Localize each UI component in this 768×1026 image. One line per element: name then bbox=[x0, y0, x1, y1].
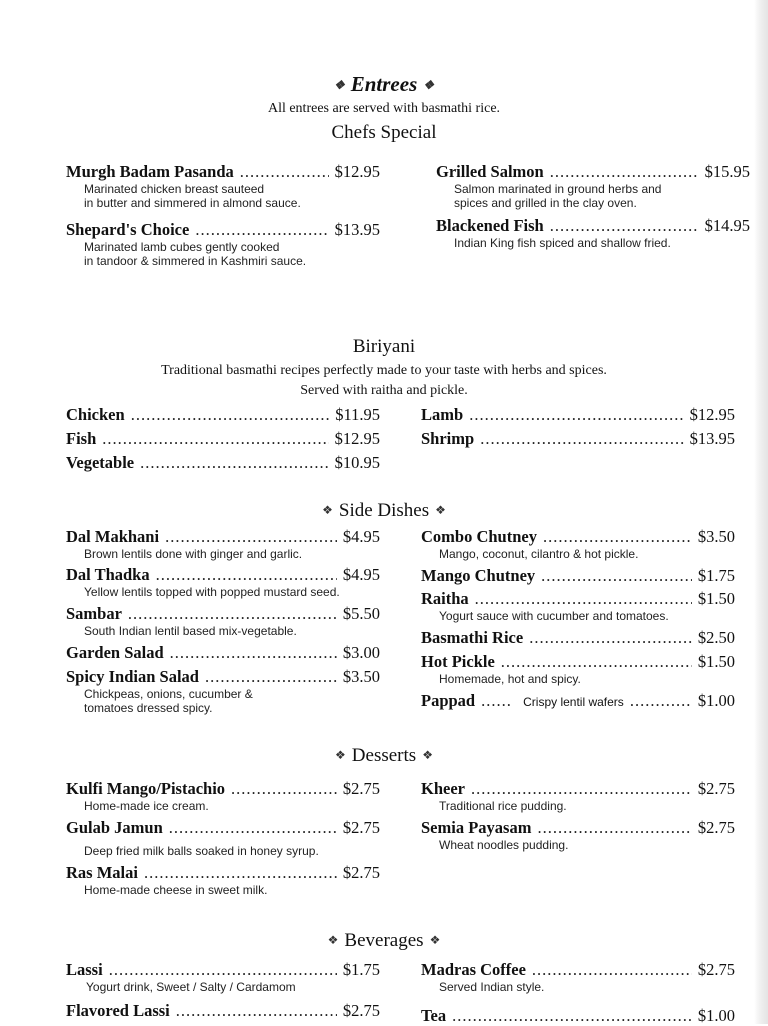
menu-item: Kheer ..... $2.75 Traditional rice pudding. bbox=[421, 779, 735, 813]
menu-item: Dal Makhani ..... $4.95 Brown lentils done with ginger and garlic. bbox=[66, 527, 380, 561]
entrees-heading: ❖ Entrees ❖ bbox=[0, 72, 768, 97]
biriyani-left-column bbox=[66, 405, 380, 477]
menu-item: Flavored Lassi ..... $2.75 bbox=[66, 1001, 380, 1021]
menu-item: Madras Coffee ..... $2.75 Served Indian style. bbox=[421, 960, 735, 994]
menu-item: Kulfi Mango/Pistachio ..... $2.75 Home-made ice cream. bbox=[66, 779, 380, 813]
entrees-left-column bbox=[66, 162, 380, 282]
entrees-note: All entrees are served with basmathi rice. bbox=[267, 101, 501, 116]
menu-item: Garden Salad ..... $3.00 bbox=[66, 643, 380, 663]
beverages-right-column bbox=[421, 960, 735, 1024]
desserts-right-column bbox=[421, 779, 735, 859]
ornament-icon: ❖ bbox=[327, 933, 339, 947]
menu-item: Vegetable ..... $10.95 bbox=[66, 453, 380, 473]
menu-item: Ras Malai ..... $2.75 Home-made cheese in sweet milk. bbox=[66, 863, 380, 897]
menu-item: Combo Chutney ..... $3.50 Mango, coconut, cilantro & hot pickle. bbox=[421, 527, 735, 561]
menu-item: Grilled Salmon ..... $15.95 Salmon marinated in ground herbs and spices and grilled in the clay oven. bbox=[436, 162, 750, 210]
menu-item: Lamb ..... $12.95 bbox=[421, 405, 735, 425]
menu-item: Raitha ..... $1.50 Yogurt sauce with cucumber and tomatoes. bbox=[421, 589, 735, 623]
ornament-icon: ❖ bbox=[423, 78, 435, 92]
sides-right-column bbox=[421, 527, 735, 717]
ornament-icon: ❖ bbox=[429, 933, 441, 947]
ornament-icon: ❖ bbox=[335, 748, 346, 762]
menu-item: Tea ..... $1.00 bbox=[421, 1006, 735, 1026]
desserts-heading: ❖ Desserts ❖ bbox=[0, 745, 768, 767]
menu-item: Basmathi Rice ..... $2.50 bbox=[421, 628, 735, 648]
sides-left-column bbox=[66, 527, 380, 727]
menu-item: Chicken ..... $11.95 bbox=[66, 405, 380, 425]
biriyani-note-2: Served with raitha and pickle. bbox=[300, 383, 468, 398]
biriyani-note: Traditional basmathi recipes perfectly made to your taste with herbs and spices. bbox=[161, 363, 607, 378]
menu-item: Fish ..... $12.95 bbox=[66, 429, 380, 449]
menu-item: Mango Chutney ..... $1.75 bbox=[421, 566, 735, 586]
menu-item: Hot Pickle ..... $1.50 Homemade, hot and spicy. bbox=[421, 652, 735, 686]
menu-item: Shepard's Choice ..... $13.95 Marinated lamb cubes gently cooked in tandoor & simmered in Kashmiri sauce. bbox=[66, 220, 380, 268]
biriyani-right-column bbox=[421, 405, 735, 455]
menu-item: Dal Thadka ..... $4.95 Yellow lentils topped with popped mustard seed. bbox=[66, 565, 380, 599]
menu-item: Semia Payasam ..... $2.75 Wheat noodles pudding. bbox=[421, 818, 735, 852]
entrees-right-column bbox=[436, 162, 750, 262]
menu-item: Blackened Fish ..... $14.95 Indian King fish spiced and shallow fried. bbox=[436, 216, 750, 250]
menu-item: Sambar ..... $5.50 South Indian lentil based mix-vegetable. bbox=[66, 604, 380, 638]
menu-item: Pappad ..... Crispy lentil wafers ..... $1.00 bbox=[421, 691, 735, 711]
menu-item: Murgh Badam Pasanda ..... $12.95 Marinated chicken breast sauteed in butter and simmered in almond sauce. bbox=[66, 162, 380, 210]
side-dishes-heading: ❖ Side Dishes ❖ bbox=[0, 500, 768, 522]
menu-item: Shrimp ..... $13.95 bbox=[421, 429, 735, 449]
biriyani-heading: Biriyani bbox=[352, 336, 416, 357]
ornament-icon: ❖ bbox=[435, 503, 446, 517]
ornament-icon: ❖ bbox=[422, 748, 433, 762]
menu-item: Lassi ..... $1.75 Yogurt drink, Sweet / Salty / Cardamom bbox=[66, 960, 380, 994]
beverages-left-column bbox=[66, 960, 380, 1022]
ornament-icon: ❖ bbox=[333, 78, 345, 92]
desserts-left-column bbox=[66, 779, 380, 899]
beverages-heading: ❖ Beverages ❖ bbox=[0, 930, 768, 952]
menu-item: Spicy Indian Salad ..... $3.50 Chickpeas, onions, cucumber & tomatoes dressed spicy. bbox=[66, 667, 380, 715]
ornament-icon: ❖ bbox=[322, 503, 333, 517]
menu-item: Gulab Jamun ..... $2.75 Deep fried milk balls soaked in honey syrup. bbox=[66, 818, 380, 858]
chefs-special-heading: Chefs Special bbox=[331, 122, 437, 143]
